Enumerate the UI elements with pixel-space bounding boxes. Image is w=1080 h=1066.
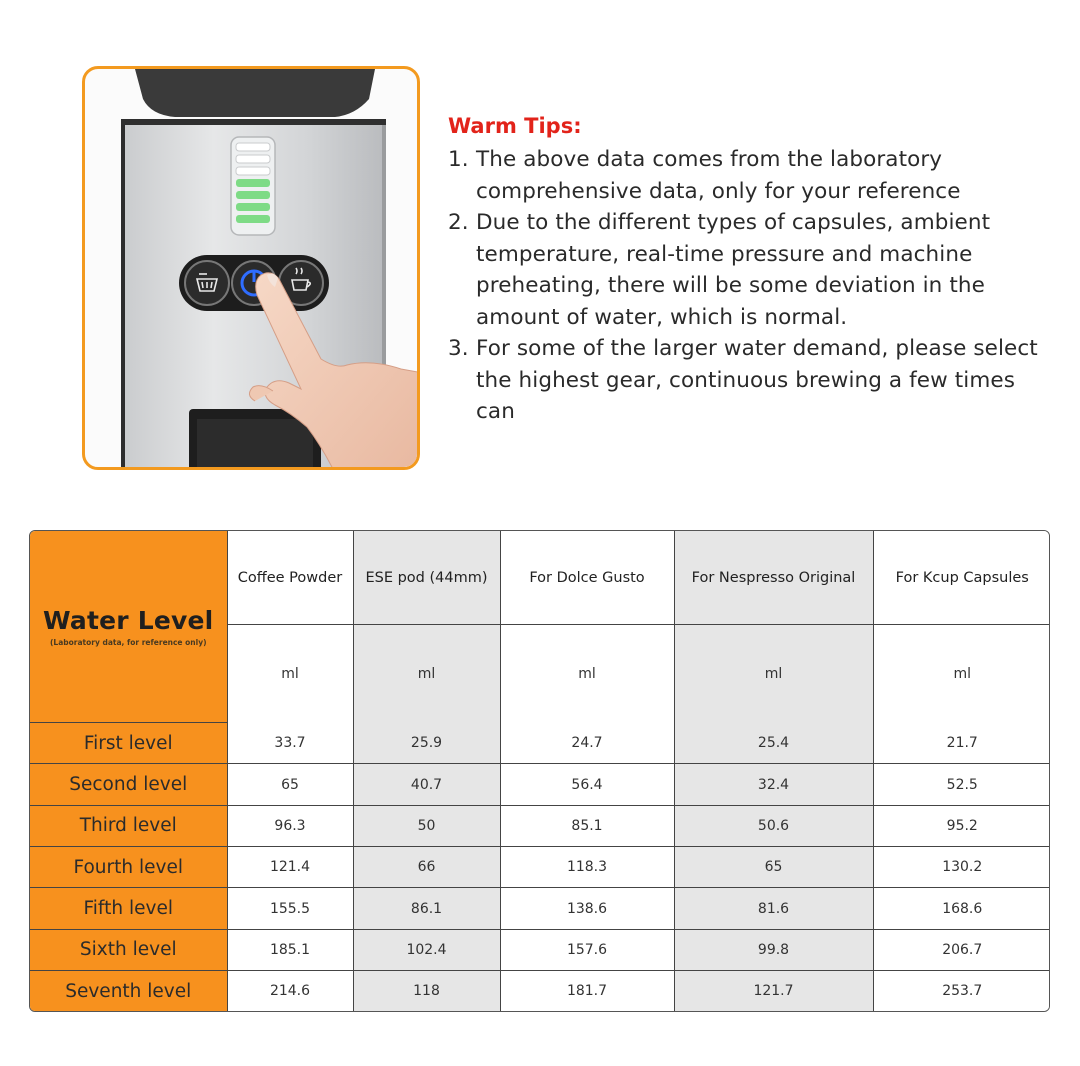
table-corner-title [30, 531, 227, 723]
value-cell: 65 [674, 847, 873, 888]
level-label: Fifth level [30, 888, 227, 929]
water-level-table [29, 530, 1050, 1012]
corner-note: (Laboratory data, for reference only) [49, 638, 207, 648]
unit-cell: ml [500, 625, 674, 723]
level-label: Sixth level [30, 929, 227, 970]
table-row [30, 888, 1050, 929]
table-row [30, 847, 1050, 888]
value-cell: 118 [353, 971, 500, 1011]
level-label: Fourth level [30, 847, 227, 888]
value-cell: 32.4 [674, 764, 873, 805]
value-cell: 85.1 [500, 805, 674, 846]
value-cell: 25.9 [353, 723, 500, 764]
table-row [30, 723, 1050, 764]
value-cell: 40.7 [353, 764, 500, 805]
level-label: Seventh level [30, 971, 227, 1011]
value-cell: 138.6 [500, 888, 674, 929]
column-header: For Dolce Gusto [500, 531, 674, 625]
warm-tips [448, 114, 1048, 428]
tips-title: Warm Tips: [448, 114, 582, 138]
value-cell: 33.7 [227, 723, 353, 764]
value-cell: 96.3 [227, 805, 353, 846]
value-cell: 52.5 [873, 764, 1050, 805]
tip-item: 1. The above data comes from the laboratory comprehensive data, only for your reference [448, 147, 961, 204]
unit-cell: ml [873, 625, 1050, 723]
product-photo [82, 66, 420, 470]
value-cell: 66 [353, 847, 500, 888]
value-cell: 25.4 [674, 723, 873, 764]
unit-cell: ml [674, 625, 873, 723]
value-cell: 121.4 [227, 847, 353, 888]
value-cell: 81.6 [674, 888, 873, 929]
value-cell: 86.1 [353, 888, 500, 929]
value-cell: 56.4 [500, 764, 674, 805]
table-row [30, 971, 1050, 1011]
value-cell: 95.2 [873, 805, 1050, 846]
corner-title: Water Level [43, 606, 214, 636]
value-cell: 155.5 [227, 888, 353, 929]
column-header: ESE pod (44mm) [353, 531, 500, 625]
value-cell: 50 [353, 805, 500, 846]
value-cell: 65 [227, 764, 353, 805]
column-header: Coffee Powder [227, 531, 353, 625]
tip-text: For some of the larger water demand, please select the highest gear, continuous brewing a few times can [476, 336, 1038, 424]
unit-cell: ml [227, 625, 353, 723]
header-row [30, 531, 1050, 625]
column-header: For Nespresso Original [674, 531, 873, 625]
value-cell: 24.7 [500, 723, 674, 764]
tip-text: Due to the different types of capsules, ambient temperature, real-time pressure and machine preheating, there will be some deviation in the amount of water, which is normal. [476, 210, 991, 330]
coffee-machine-illustration [85, 69, 420, 470]
table-row [30, 764, 1050, 805]
level-label: Third level [30, 805, 227, 846]
value-cell: 99.8 [674, 929, 873, 970]
table-row [30, 805, 1050, 846]
value-cell: 118.3 [500, 847, 674, 888]
value-cell: 185.1 [227, 929, 353, 970]
value-cell: 214.6 [227, 971, 353, 1011]
button-panel [179, 255, 329, 311]
value-cell: 21.7 [873, 723, 1050, 764]
tips-list [448, 144, 1048, 428]
value-cell: 253.7 [873, 971, 1050, 1011]
value-cell: 121.7 [674, 971, 873, 1011]
unit-cell: ml [353, 625, 500, 723]
value-cell: 102.4 [353, 929, 500, 970]
water-level-indicator [231, 137, 275, 235]
value-cell: 181.7 [500, 971, 674, 1011]
tip-item: 2. Due to the different types of capsules, ambient temperature, real-time pressure and machine preheating, there will be some deviation in the amount of water, which is normal. [448, 210, 991, 330]
tip-text: The above data comes from the laboratory comprehensive data, only for your reference [476, 147, 961, 204]
level-label: First level [30, 723, 227, 764]
level-label: Second level [30, 764, 227, 805]
column-header: For Kcup Capsules [873, 531, 1050, 625]
value-cell: 168.6 [873, 888, 1050, 929]
value-cell: 50.6 [674, 805, 873, 846]
value-cell: 130.2 [873, 847, 1050, 888]
value-cell: 206.7 [873, 929, 1050, 970]
water-tank-top [135, 69, 375, 117]
value-cell: 157.6 [500, 929, 674, 970]
table-row [30, 929, 1050, 970]
tip-item: 3. For some of the larger water demand, please select the highest gear, continuous brewing a few times can [448, 336, 1038, 424]
